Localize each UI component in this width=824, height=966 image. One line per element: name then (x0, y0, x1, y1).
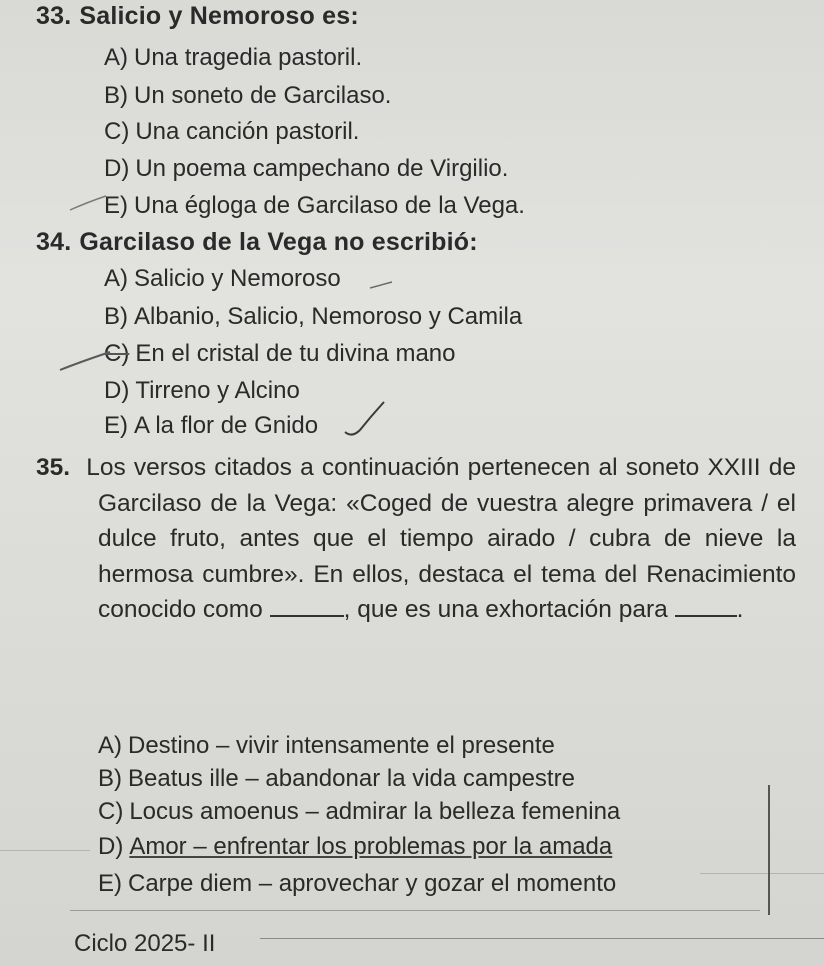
question-35-text-part1: Los versos citados a continuación pertenecen al soneto XXIII de Garcilaso de la Vega: «Coged de vuestra alegre primavera / el dulce fruto, antes que el tiempo airado / cubra de nieve la hermosa cumbre». En ellos, destaca el tema del Renacimiento conocido como (86, 454, 796, 623)
question-35-text-part3: . (736, 596, 744, 623)
q33-option-a-label: A) (104, 44, 128, 71)
q35-option-c-label: C) (98, 798, 124, 825)
q34-option-c-label: C) (104, 340, 130, 367)
q33-option-e-text: Una égloga de Garcilaso de la Vega. (134, 192, 525, 219)
question-34-text: Garcilaso de la Vega no escribió: (79, 228, 478, 256)
q35-option-d-text: Amor – enfrentar los problemas por la amada (129, 833, 613, 860)
q33-option-b-label: B) (104, 82, 128, 109)
q34-option-a-text: Salicio y Nemoroso (134, 265, 341, 292)
q33-option-a-text: Una tragedia pastoril. (134, 44, 363, 71)
q35-option-a-text: Destino – vivir intensamente el presente (128, 732, 555, 759)
q35-option-e-label: E) (98, 870, 122, 897)
question-33-number: 33. (36, 2, 72, 30)
footer-cycle: Ciclo 2025- II (74, 930, 216, 957)
q33-option-e-label: E) (104, 192, 128, 219)
question-35-number: 35. (36, 454, 71, 481)
q33-option-c-label: C) (104, 118, 130, 145)
q34-option-e-text: A la flor de Gnido (134, 412, 319, 439)
q34-option-d-label: D) (104, 377, 130, 404)
q35-option-c-text: Locus amoenus – admirar la belleza femenina (129, 798, 621, 825)
q35-option-e-text: Carpe diem – aprovechar y gozar el momento (128, 870, 617, 897)
question-34-number: 34. (36, 228, 72, 256)
q33-option-c-text: Una canción pastoril. (135, 118, 360, 145)
q35-option-d-label: D) (98, 833, 124, 860)
q34-option-d-text: Tirreno y Alcino (135, 377, 300, 404)
q33-option-d-label: D) (104, 155, 130, 182)
q34-option-a-label: A) (104, 265, 128, 292)
q35-option-b-text: Beatus ille – abandonar la vida campestre (128, 765, 575, 792)
q34-option-c-text: En el cristal de tu divina mano (135, 340, 456, 367)
q34-option-b-text: Albanio, Salicio, Nemoroso y Camila (134, 303, 523, 330)
question-35-text-part2: , que es una exhortación para (343, 596, 668, 623)
q33-option-d-text: Un poema campechano de Virgilio. (135, 155, 509, 182)
q35-option-a-label: A) (98, 732, 122, 759)
q34-option-e-label: E) (104, 412, 128, 439)
q34-option-b-label: B) (104, 303, 128, 330)
q35-option-b-label: B) (98, 765, 122, 792)
q33-option-b-text: Un soneto de Garcilaso. (134, 82, 392, 109)
question-33-text: Salicio y Nemoroso es: (79, 2, 359, 30)
